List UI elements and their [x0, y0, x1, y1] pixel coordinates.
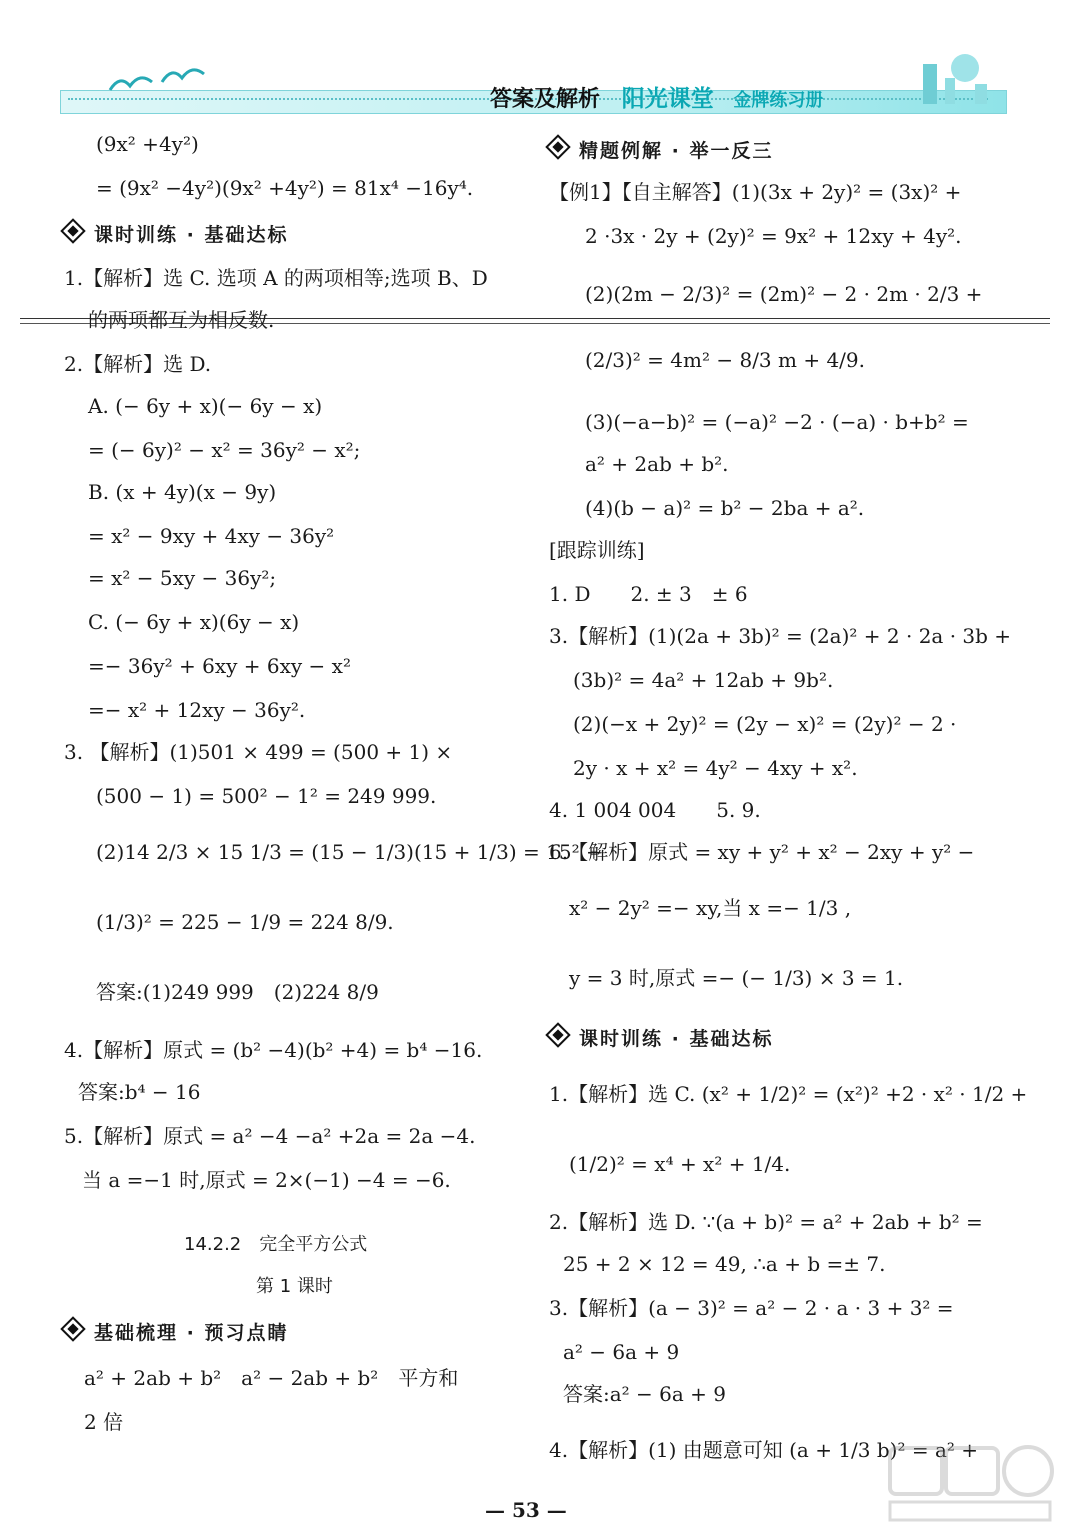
text-line: (2)(2m − 2/3)² = (2m)² − 2 · 2m · 2/3 + [585, 282, 983, 306]
text-line: = x² − 5xy − 36y²; [88, 566, 277, 590]
text-line: a² − 6a + 9 [563, 1340, 680, 1364]
text-line: 5.【解析】原式 = a² −4 −a² +2a = 2a −4. [64, 1124, 476, 1148]
text-line: 答案:a² − 6a + 9 [563, 1382, 726, 1406]
text-line: = (9x² −4y²)(9x² +4y²) = 81x⁴ −16y⁴. [96, 176, 474, 200]
text-line: B. (x + 4y)(x − 9y) [88, 480, 277, 504]
text-line: 答案:(1)249 999 (2)224 8/9 [96, 980, 379, 1004]
text-line: 2.【解析】选 D. [64, 352, 212, 376]
text-line: (3b)² = 4a² + 12ab + 9b². [573, 668, 834, 692]
diamond-icon [60, 218, 85, 243]
text-line: 2y · x + x² = 4y² − 4xy + x². [573, 756, 858, 780]
text-line: (2)14 2/3 × 15 1/3 = (15 − 1/3)(15 + 1/3) = 15² − [96, 840, 603, 864]
text-line: (500 − 1) = 500² − 1² = 249 999. [96, 784, 437, 808]
diamond-icon [60, 1316, 85, 1341]
page-number: — 53 — [485, 1498, 567, 1522]
text-line: 25 + 2 × 12 = 49, ∴a + b =± 7. [563, 1252, 886, 1276]
text-line: [跟踪训练] [549, 538, 645, 562]
text-line: 4.【解析】原式 = (b² −4)(b² +4) = b⁴ −16. [64, 1038, 483, 1062]
text-line: (3)(−a−b)² = (−a)² −2 · (−a) · b+b² = [585, 410, 969, 434]
text-line: x² − 2y² =− xy,当 x =− 1/3 , [569, 896, 852, 920]
diamond-icon [545, 134, 570, 159]
text-line: =− 36y² + 6xy + 6xy − x² [88, 654, 351, 678]
text-line: A. (− 6y + x)(− 6y − x) [88, 394, 323, 418]
lighthouse-icon [895, 50, 1005, 110]
text-line: (2)(−x + 2y)² = (2y − x)² = (2y)² − 2 · [573, 712, 957, 736]
lesson-title: 第 1 课时 [256, 1276, 333, 1297]
text-line: = x² − 9xy + 4xy − 36y² [88, 524, 335, 548]
text-line: 3.【解析】(a − 3)² = a² − 2 · a · 3 + 3² = [549, 1296, 954, 1320]
section-heading: 课时训练 · 基础达标 [60, 222, 288, 245]
section-heading: 基础梳理 · 预习点睛 [60, 1320, 288, 1343]
text-line: (4)(b − a)² = b² − 2ba + a². [585, 496, 865, 520]
text-line: 1.【解析】选 C. 选项 A 的两项相等;选项 B、D [64, 266, 488, 290]
text-line: 当 a =−1 时,原式 = 2×(−1) −4 = −6. [82, 1168, 451, 1192]
text-line: 2.【解析】选 D. ∵(a + b)² = a² + 2ab + b² = [549, 1210, 983, 1234]
text-line: (2/3)² = 4m² − 8/3 m + 4/9. [585, 348, 865, 372]
text-line: =− x² + 12xy − 36y². [88, 698, 306, 722]
header-title-group [490, 80, 823, 113]
text-line: 2 倍 [84, 1410, 124, 1434]
text-line: (1/2)² = x⁴ + x² + 1/4. [569, 1152, 791, 1176]
section-heading: 精题例解 · 举一反三 [545, 138, 773, 161]
text-line: a² + 2ab + b². [585, 452, 729, 476]
text-line: 3.【解析】(1)(2a + 3b)² = (2a)² + 2 · 2a · 3b + [549, 624, 1012, 648]
section-title: 14.2.2 完全平方公式 [184, 1234, 368, 1255]
text-line: 1.【解析】选 C. (x² + 1/2)² = (x²)² +2 · x² · 1/2 + [549, 1082, 1028, 1106]
text-line: y = 3 时,原式 =− (− 1/3) × 3 = 1. [569, 966, 904, 990]
text-line: 2 ·3x · 2y + (2y)² = 9x² + 12xy + 4y². [585, 224, 962, 248]
text-line: 3. 【解析】(1)501 × 499 = (500 + 1) × [64, 740, 453, 764]
text-line: (1/3)² = 225 − 1/9 = 224 8/9. [96, 910, 394, 934]
header-title: 答案及解析 [490, 87, 601, 112]
watermark-logo-icon [880, 1440, 1060, 1530]
page-header [60, 60, 1010, 120]
diamond-icon [545, 1022, 570, 1047]
text-line: a² + 2ab + b² a² − 2ab + b² 平方和 [84, 1366, 459, 1390]
text-line: 4.【解析】(1) 由题意可知 (a + 1/3 b)² = a² + [549, 1438, 979, 1462]
text-line: 【例1】【自主解答】(1)(3x + 2y)² = (3x)² + [549, 180, 962, 204]
header-series: 金牌练习册 [733, 90, 824, 111]
text-line: C. (− 6y + x)(6y − x) [88, 610, 300, 634]
header-brand: 阳光课堂 [621, 86, 714, 112]
text-line: 4. 1 004 004 5. 9. [549, 798, 761, 822]
birds-icon [100, 60, 220, 100]
text-line: 答案:b⁴ − 16 [78, 1080, 201, 1104]
text-line: (9x² +4y²) [96, 132, 199, 156]
text-line: = (− 6y)² − x² = 36y² − x²; [88, 438, 361, 462]
section-heading: 课时训练 · 基础达标 [545, 1026, 773, 1049]
text-line: 1. D 2. ± 3 ± 6 [549, 582, 748, 606]
text-line: 6.【解析】原式 = xy + y² + x² − 2xy + y² − [549, 840, 975, 864]
text-line: 的两项都互为相反数. [88, 308, 275, 332]
